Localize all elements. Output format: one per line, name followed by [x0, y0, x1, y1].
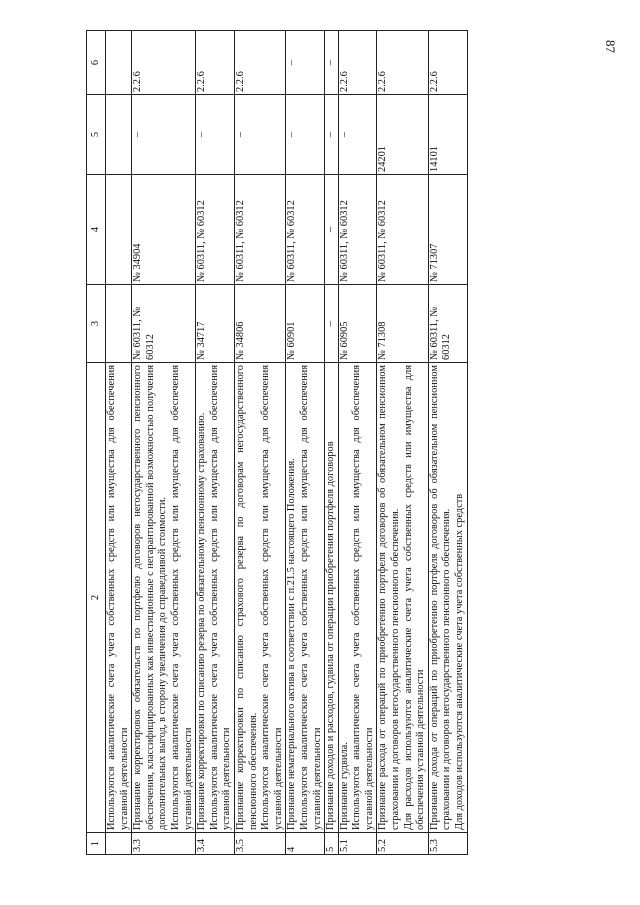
description-paragraph: Признание корректировок обязательств по портфелю договоров негосударственного пенсионного обеспечения, классифицированных как инвестиционные с негарантированной возможностью получения дополнительных выгод, в сторону увеличения до справедливой стоимости. [132, 365, 169, 830]
description-paragraph: Используются аналитические счета учета собственных средств или имущества для обеспечения уставной деятельности [208, 365, 233, 830]
row-number-cell: 5.2 [377, 833, 428, 855]
row-number-cell: 5.3 [428, 833, 467, 855]
symbol-cell: – [325, 95, 339, 175]
description-paragraph: Признание дохода от операций по приобретению портфеля договоров об обязательном пенсионном страховании и договоров негосударственного пенсионного обеспечения. [428, 365, 453, 830]
description-paragraph: Для расходов используются аналитические счета учета собственных средств или имущества для обеспечения уставной деятельности [402, 365, 427, 830]
credit-account-cell: № 71307 [428, 175, 467, 285]
description-cell [377, 363, 428, 833]
symbol-cell: – [338, 95, 377, 175]
table-row [132, 31, 196, 855]
description-cell [338, 363, 377, 833]
table-row [428, 31, 467, 855]
credit-account-cell [106, 175, 132, 285]
credit-account-cell: № 60311, № 60312 [196, 175, 235, 285]
reference-cell: 2.2.6 [196, 31, 235, 95]
row-number-cell: 3.4 [196, 833, 235, 855]
header-col-5: 5 [87, 95, 106, 175]
reference-cell: 2.2.6 [377, 31, 428, 95]
description-cell [106, 363, 132, 833]
debit-account-cell: № 60311, № 60312 [132, 285, 196, 363]
table-row [286, 31, 325, 855]
symbol-cell [106, 95, 132, 175]
description-paragraph: Используются аналитические счета учета собственных средств или имущества для обеспечения уставной деятельности [298, 365, 323, 830]
description-paragraph: Для доходов используются аналитические счета учета собственных средств [454, 493, 466, 830]
description-paragraph: Признание корректировки по списанию страхового резерва по договорам негосударственного пенсионного обеспечения. [234, 365, 259, 830]
symbol-cell: 24201 [377, 95, 428, 175]
reference-cell: 2.2.6 [234, 31, 285, 95]
reference-cell [106, 31, 132, 95]
table-row [106, 31, 132, 855]
credit-account-cell: № 34904 [132, 175, 196, 285]
table-body [106, 31, 468, 855]
reference-cell: 2.2.6 [132, 31, 196, 95]
credit-account-cell: № 60311, № 60312 [234, 175, 285, 285]
description-paragraph: Используются аналитические счета учета собственных средств или имущества для обеспечения уставной деятельности [169, 365, 194, 830]
description-paragraph: Признание корректировки по списанию резерва по обязательному пенсионному страхованию. [196, 412, 208, 830]
debit-account-cell [106, 285, 132, 363]
description-cell [196, 363, 235, 833]
debit-account-cell: № 60311, № 60312 [428, 285, 467, 363]
description-paragraph: Используются аналитические счета учета собственных средств или имущества для обеспечения уставной деятельности [106, 365, 130, 830]
description-cell [428, 363, 467, 833]
description-cell [234, 363, 285, 833]
debit-account-cell: № 60901 [286, 285, 325, 363]
page-number: 87 [603, 40, 618, 53]
symbol-cell: – [286, 95, 325, 175]
table-row [325, 31, 339, 855]
row-number-cell: 3.3 [132, 833, 196, 855]
row-number-cell: 3.5 [234, 833, 285, 855]
description-paragraph: Используются аналитические счета учета собственных средств или имущества для обеспечения уставной деятельности [351, 365, 375, 830]
description-paragraph: Признание доходов и расходов, гудвила от операции приобретения портфеля договоров [325, 441, 337, 830]
symbol-cell: 14101 [428, 95, 467, 175]
reference-cell: 2.2.6 [338, 31, 377, 95]
description-paragraph: Признание нематериального актива в соответствии с п.21.5 настоящего Положения. [286, 458, 298, 830]
credit-account-cell: № 60311, № 60312 [338, 175, 377, 285]
header-col-2: 2 [87, 363, 106, 833]
credit-account-cell: № 60311, № 60312 [286, 175, 325, 285]
symbol-cell: – [132, 95, 196, 175]
symbol-cell: – [196, 95, 235, 175]
reference-cell: 2.2.6 [428, 31, 467, 95]
table-row [196, 31, 235, 855]
description-paragraph: Признание гудвила. [338, 742, 350, 830]
header-col-4: 4 [87, 175, 106, 285]
table-row [234, 31, 285, 855]
header-col-3: 3 [87, 285, 106, 363]
reference-cell: – [325, 31, 339, 95]
table-row [377, 31, 428, 855]
row-number-cell: 5.1 [338, 833, 377, 855]
row-number-cell: 5 [325, 833, 339, 855]
description-cell [132, 363, 196, 833]
credit-account-cell: № 60311, № 60312 [377, 175, 428, 285]
description-paragraph: Используются аналитические счета учета собственных средств или имущества для обеспечения уставной деятельности [260, 365, 284, 830]
debit-account-cell: № 71308 [377, 285, 428, 363]
debit-account-cell: – [325, 285, 339, 363]
row-number-cell [106, 833, 132, 855]
description-paragraph: Признание расхода от операций по приобретению портфеля договоров об обязательном пенсионном страховании и договоров негосударственного пенсионного обеспечения. [377, 365, 402, 830]
rotated-table-wrapper [86, 31, 606, 855]
debit-account-cell: № 34806 [234, 285, 285, 363]
header-col-6: 6 [87, 31, 106, 95]
debit-account-cell: № 60905 [338, 285, 377, 363]
table-row [338, 31, 377, 855]
debit-account-cell: № 34717 [196, 285, 235, 363]
table-header-row [87, 31, 106, 855]
symbol-cell: – [234, 95, 285, 175]
row-number-cell: 4 [286, 833, 325, 855]
accounting-entries-table [86, 30, 468, 855]
credit-account-cell: – [325, 175, 339, 285]
header-col-1: 1 [87, 833, 106, 855]
description-cell [325, 363, 339, 833]
reference-cell: – [286, 31, 325, 95]
description-cell [286, 363, 325, 833]
